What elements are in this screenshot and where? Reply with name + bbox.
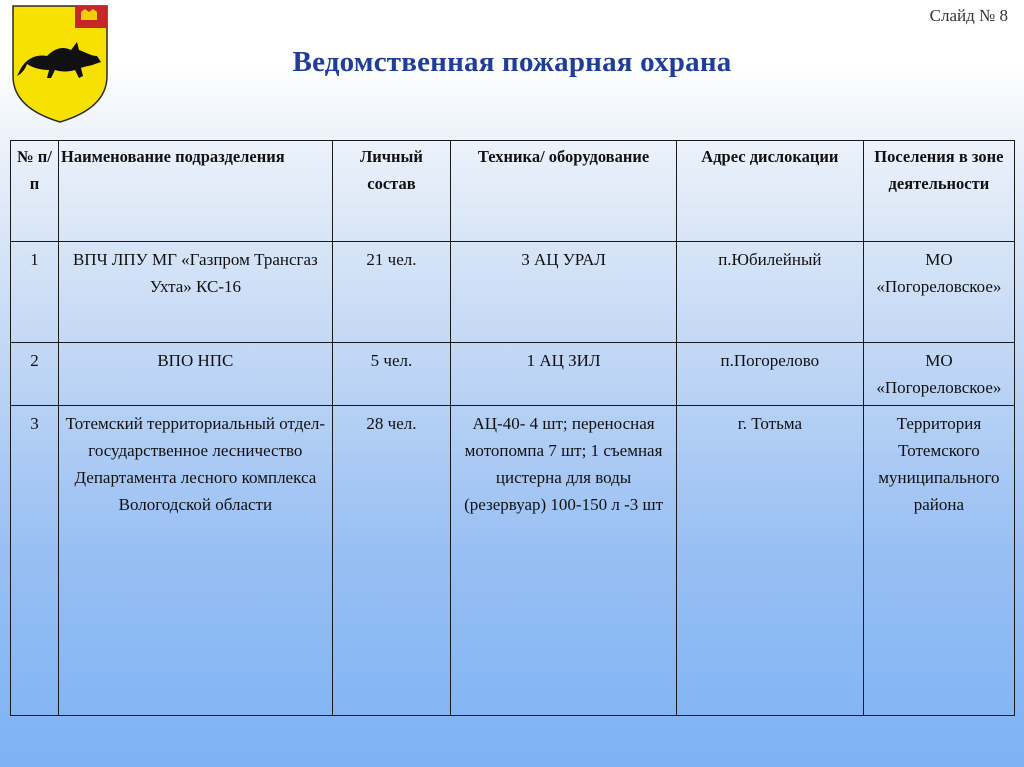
equipment: 3 АЦ УРАЛ	[451, 242, 677, 343]
row-number: 1	[11, 242, 59, 343]
page-title: Ведомственная пожарная охрана	[292, 46, 732, 78]
staff-count: 21 чел.	[332, 242, 450, 343]
header-settlements: Поселения в зоне деятельности	[863, 141, 1014, 242]
row-number: 2	[11, 343, 59, 406]
header-staff: Личный состав	[332, 141, 450, 242]
staff-count: 28 чел.	[332, 406, 450, 716]
header-number: № п/п	[11, 141, 59, 242]
header-address: Адрес дислокации	[676, 141, 863, 242]
unit-name: Тотемский территориальный отдел-государственное лесничество Департамента лесного комплекса Вологодской области	[59, 406, 333, 716]
address: п.Погорелово	[676, 343, 863, 406]
settlements: Территория Тотемского муниципального района	[863, 406, 1014, 716]
equipment: 1 АЦ ЗИЛ	[451, 343, 677, 406]
row-number: 3	[11, 406, 59, 716]
header-equipment: Техника/ оборудование	[451, 141, 677, 242]
settlements: МО «Погореловское»	[863, 343, 1014, 406]
table-row	[11, 242, 1015, 343]
staff-count: 5 чел.	[332, 343, 450, 406]
table-row	[11, 406, 1015, 716]
table-header-row	[11, 141, 1015, 242]
settlements: МО «Погореловское»	[863, 242, 1014, 343]
slide-number: Слайд № 8	[929, 6, 1008, 25]
header-unit-name: Наименование подразделения	[59, 141, 333, 242]
units-table	[10, 140, 1015, 716]
equipment: АЦ-40- 4 шт; переносная мотопомпа 7 шт; 1 съемная цистерна для воды (резервуар) 100-150 л -3 шт	[451, 406, 677, 716]
address: г. Тотьма	[676, 406, 863, 716]
address: п.Юбилейный	[676, 242, 863, 343]
unit-name: ВПЧ ЛПУ МГ «Газпром Трансгаз Ухта» КС-16	[59, 242, 333, 343]
table-row	[11, 343, 1015, 406]
unit-name: ВПО НПС	[59, 343, 333, 406]
